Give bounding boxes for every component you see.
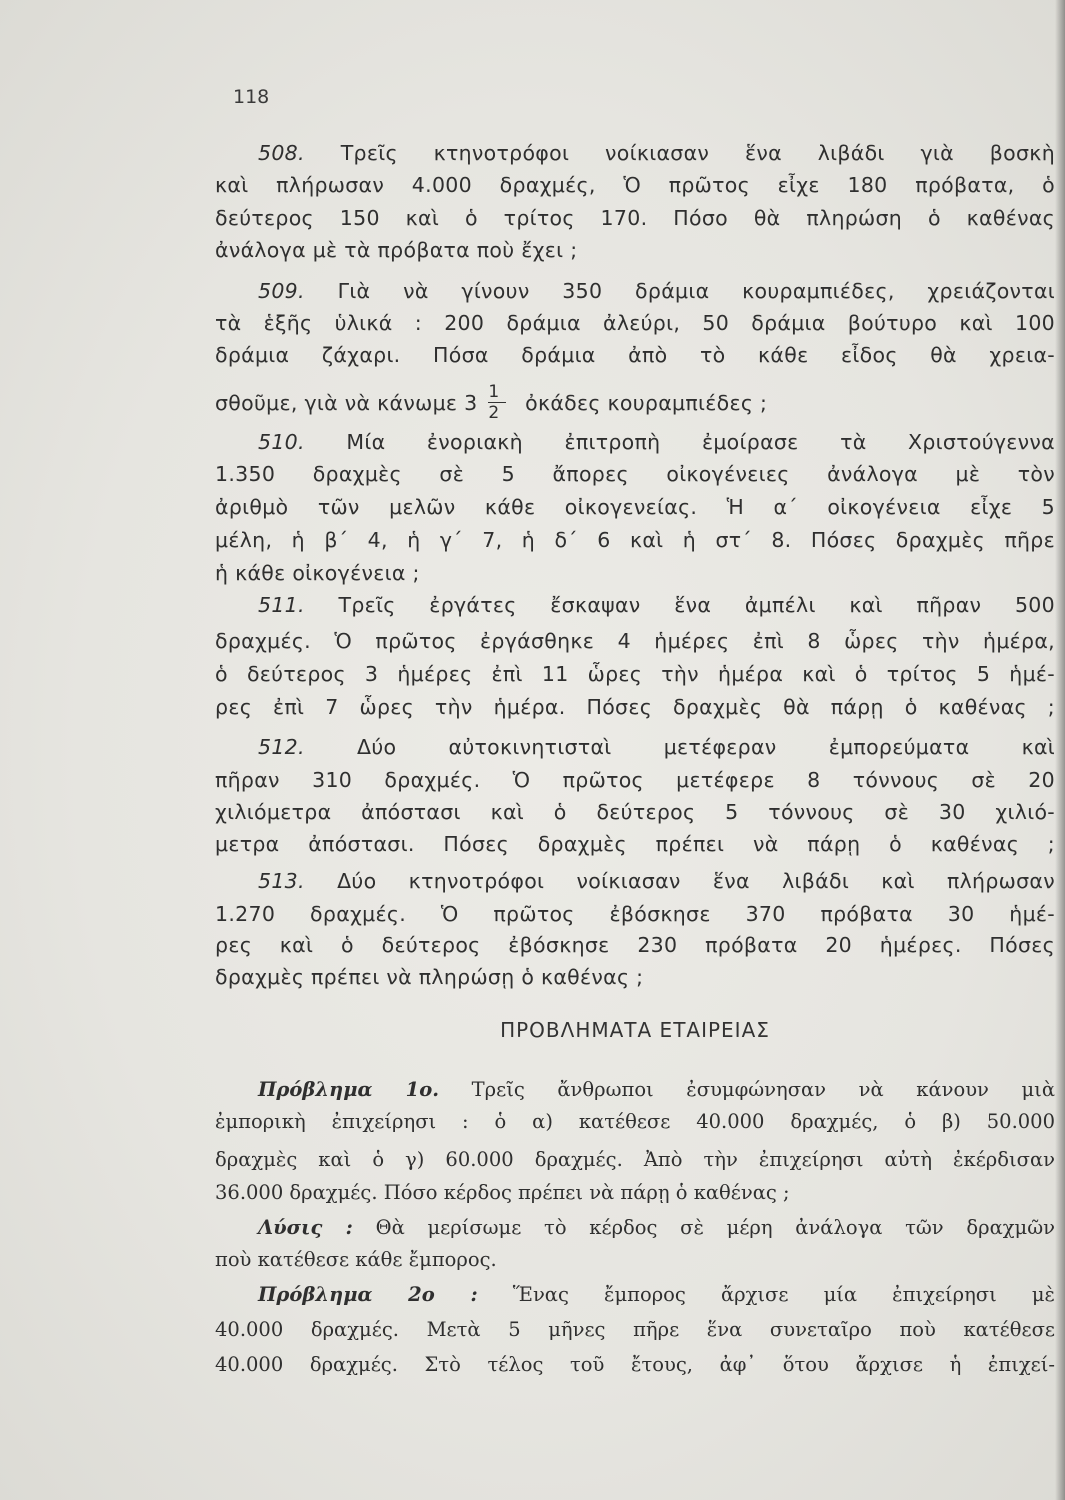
problem-text: Ἕνας ἔμπορος ἄρχισε μία ἐπιχείρησι μὲ (512, 1283, 1056, 1306)
solution-text: Θὰ μερίσωμε τὸ κέρδος σὲ μέρη ἀνάλογα τῶν δραχμῶν (375, 1216, 1055, 1239)
problem-number: 512. (258, 735, 305, 759)
problem-number: 510. (258, 430, 305, 454)
problem-text: Τρεῖς κτηνοτρόφοι νοίκιασαν ἕνα λιβάδι γιὰ βοσκὴ (340, 141, 1055, 165)
problem-text: ὀκάδες κουραμπιέδες ; (525, 391, 768, 415)
problem-2-line-1 (258, 1280, 1055, 1310)
problem-1-line-4: 36.000 δραχμές. Πόσο κέρδος πρέπει νὰ πάρῃ ὁ καθένας ; (215, 1181, 790, 1204)
problem-number: 508. (258, 141, 305, 165)
problem-513-line-1 (258, 866, 1055, 896)
problem-510-line-3: ἀριθμὸ τῶν μελῶν κάθε οἰκογενείας. Ἡ α΄ οἰκογένεια εἶχε 5 (215, 495, 1055, 519)
problem-label: Πρόβλημα 1ο. (258, 1078, 440, 1101)
fraction (488, 382, 506, 423)
solution-label: Λύσις : (258, 1216, 353, 1239)
problem-512-line-2: πῆραν 310 δραχμές. Ὁ πρῶτος μετέφερε 8 τόννους σὲ 20 (215, 768, 1055, 792)
problem-510-line-4: μέλη, ἡ β΄ 4, ἡ γ΄ 7, ἡ δ΄ 6 καὶ ἡ στ΄ 8. Πόσες δραχμὲς πῆρε (215, 528, 1055, 552)
problem-text: Μία ἐνοριακὴ ἐπιτροπὴ ἐμοίρασε τὰ Χριστούγεννα (346, 430, 1055, 454)
problem-1-line-3: δραχμὲς καὶ ὁ γ) 60.000 δραχμές. Ἀπὸ τὴν ἐπιχείρησι αὐτὴ ἐκέρδισαν (215, 1148, 1055, 1171)
problem-text: Δύο αὐτοκινητισταὶ μετέφεραν ἐμπορεύματα καὶ (357, 735, 1055, 759)
problem-number: 509. (258, 279, 305, 303)
problem-text: Γιὰ νὰ γίνουν 350 δράμια κουραμπιέδες, χρειάζονται (337, 279, 1055, 303)
problem-508-line-4: ἀνάλογα μὲ τὰ πρόβατα ποὺ ἔχει ; (215, 238, 578, 262)
problem-511-line-4: ρες ἐπὶ 7 ὧρες τὴν ἡμέρα. Πόσες δραχμὲς θὰ πάρῃ ὁ καθένας ; (215, 695, 1055, 719)
problem-513-line-3: ρες καὶ ὁ δεύτερος ἐβόσκησε 230 πρόβατα 20 ἡμέρες. Πόσες (215, 933, 1055, 957)
problem-1-line-2: ἐμπορικὴ ἐπιχείρησι : ὁ α) κατέθεσε 40.000 δραχμές, ὁ β) 50.000 (215, 1110, 1055, 1133)
problem-508-line-3: δεύτερος 150 καὶ ὁ τρίτος 170. Πόσο θὰ πληρώση ὁ καθένας (215, 206, 1055, 230)
problem-513-line-2: 1.270 δραχμές. Ὁ πρῶτος ἐβόσκησε 370 πρόβατα 30 ἡμέ- (215, 902, 1055, 926)
page-edge-shadow (1055, 0, 1065, 1500)
problem-511-line-3: ὁ δεύτερος 3 ἡμέρες ἐπὶ 11 ὧρες τὴν ἡμέρα καὶ ὁ τρίτος 5 ἡμέ- (215, 662, 1055, 686)
problem-number: 511. (258, 593, 305, 617)
problem-number: 513. (258, 869, 305, 893)
solution-line-2: ποὺ κατέθεσε κάθε ἔμπορος. (215, 1248, 497, 1271)
problem-510-line-2: 1.350 δραχμὲς σὲ 5 ἄπορες οἰκογένειες ἀνάλογα μὲ τὸν (215, 462, 1055, 486)
problem-text: σθοῦμε, γιὰ νὰ κάνωμε 3 (215, 391, 478, 415)
problem-513-line-4: δραχμὲς πρέπει νὰ πληρώσῃ ὁ καθένας ; (215, 965, 644, 989)
page-number: 118 (233, 86, 270, 108)
problem-512-line-3: χιλιόμετρα ἀπόστασι καὶ ὁ δεύτερος 5 τόννους σὲ 30 χιλιό- (215, 800, 1055, 824)
problem-509-line-1 (258, 276, 1055, 306)
problem-508-line-2: καὶ πλήρωσαν 4.000 δραχμές, Ὁ πρῶτος εἶχε 180 πρόβατα, ὁ (215, 173, 1055, 197)
problem-text: Τρεῖς ἄνθρωποι ἐσυμφώνησαν νὰ κάνουν μιὰ (471, 1078, 1055, 1101)
problem-510-line-5: ἡ κάθε οἰκογένεια ; (215, 561, 420, 585)
problem-511-line-2: δραχμές. Ὁ πρῶτος ἐργάσθηκε 4 ἡμέρες ἐπὶ 8 ὧρες τὴν ἡμέρα, (215, 629, 1055, 653)
fraction-numerator: 1 (488, 381, 500, 402)
problem-510-line-1 (258, 427, 1055, 457)
problem-2-line-2: 40.000 δραχμές. Μετὰ 5 μῆνες πῆρε ἕνα συνεταῖρο ποὺ κατέθεσε (215, 1318, 1055, 1341)
section-heading: ΠΡΟΒΛΗΜΑΤΑ ΕΤΑΙΡΕΙΑΣ (500, 1018, 770, 1042)
problem-label: Πρόβλημα 2ο : (258, 1283, 478, 1306)
problem-509-line-2: τὰ ἑξῆς ὑλικά : 200 δράμια ἀλεύρι, 50 δράμια βούτυρο καὶ 100 (215, 311, 1055, 335)
problem-text: Δύο κτηνοτρόφοι νοίκιασαν ἕνα λιβάδι καὶ πλήρωσαν (337, 869, 1055, 893)
problem-508-line-1 (258, 138, 1055, 168)
problem-512-line-4: μετρα ἀπόστασι. Πόσες δραχμὲς πρέπει νὰ πάρῃ ὁ καθένας ; (215, 832, 1055, 856)
problem-509-line-4 (215, 380, 1055, 426)
problem-511-line-1 (258, 590, 1055, 620)
solution-line-1 (258, 1213, 1055, 1243)
problem-2-line-3: 40.000 δραχμές. Στὸ τέλος τοῦ ἔτους, ἀφ᾽ ὅτου ἄρχισε ἡ ἐπιχεί- (215, 1353, 1055, 1376)
problem-512-line-1 (258, 732, 1055, 762)
problem-1-line-1 (258, 1075, 1055, 1105)
fraction-denominator: 2 (488, 402, 500, 423)
problem-509-line-3: δράμια ζάχαρι. Πόσα δράμια ἀπὸ τὸ κάθε εἶδος θὰ χρεια- (215, 343, 1055, 367)
problem-text: Τρεῖς ἐργάτες ἔσκαψαν ἕνα ἀμπέλι καὶ πῆραν 500 (338, 593, 1055, 617)
